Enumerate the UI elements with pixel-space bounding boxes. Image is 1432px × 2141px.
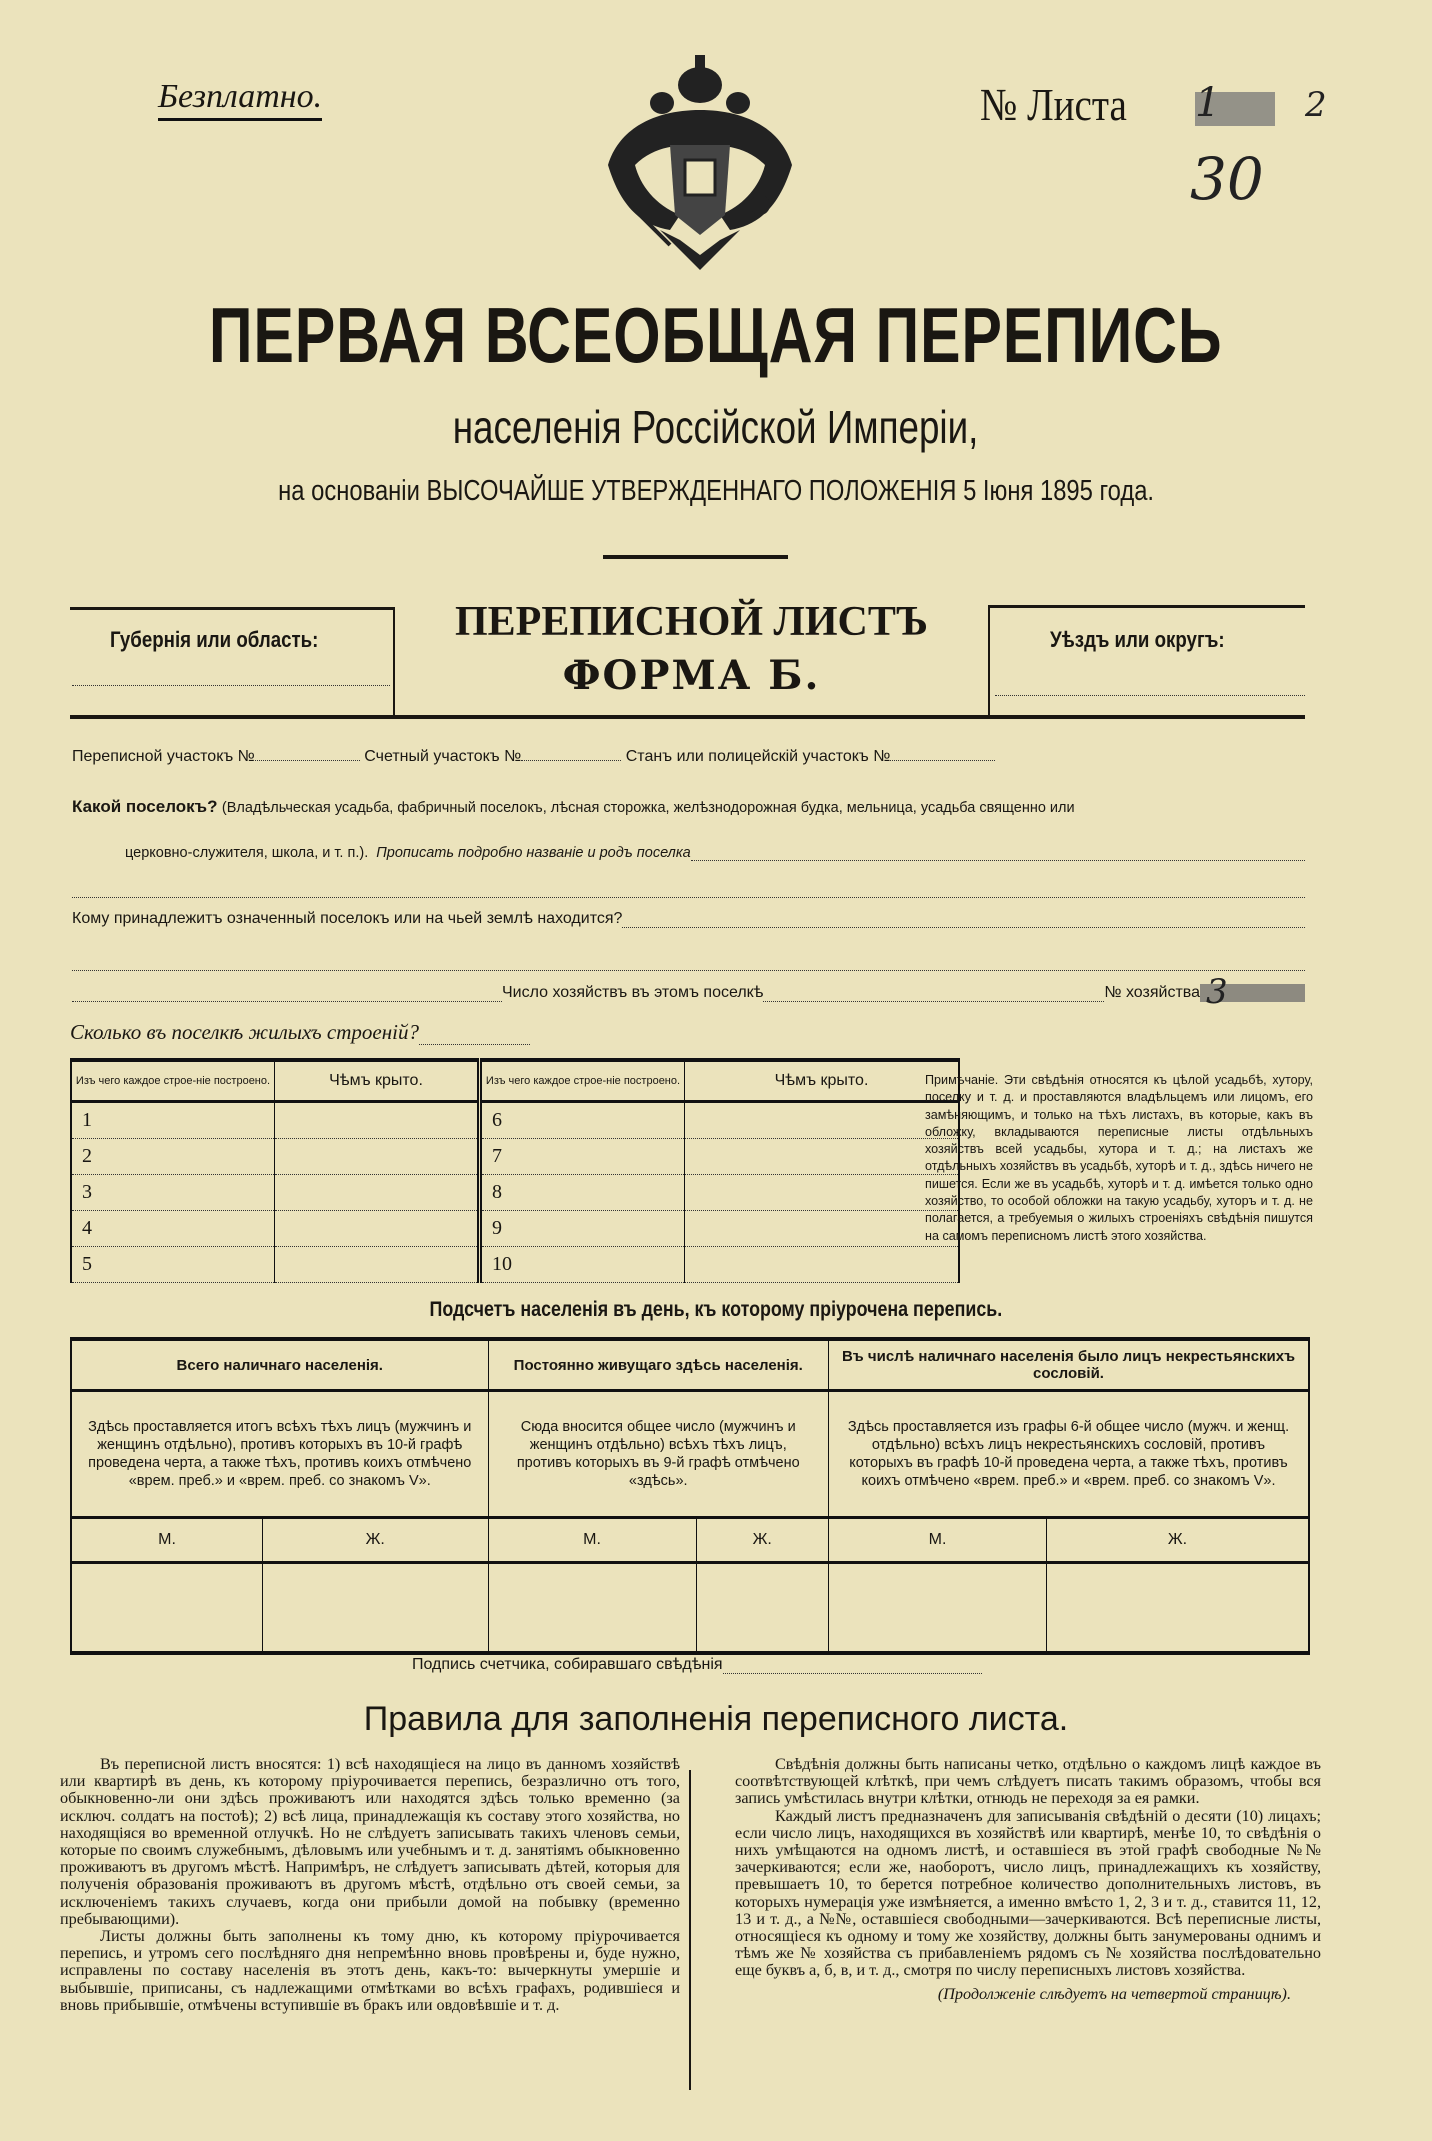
sheet-number-extra: 2: [1305, 85, 1327, 125]
roof-cell[interactable]: [685, 1247, 960, 1283]
female-header: Ж.: [1047, 1518, 1310, 1563]
divider: [990, 605, 1305, 608]
permanent-population-desc: Сюда вносится общее число (мужчинъ и женщинъ отдѣльно) всѣхъ тѣхъ лицъ, противъ которыхъ въ 9-й графѣ отмѣчено «здѣсь».: [488, 1391, 829, 1518]
divider: [70, 715, 1305, 719]
rules-paragraph: Каждый листъ предназначенъ для записыванія свѣдѣній о десяти (10) лицахъ; если число лицъ, находящихся въ хозяйствѣ или квартирѣ, менѣе 10, то свѣдѣнія о нихъ умѣщаются на одномъ листѣ, и оставшіеся въ этой графѣ свободные №№ зачеркиваются; если же, наоборотъ, число лицъ, принадлежащихъ къ хозяйству, превышаетъ 10, то берется потребное количество дополнительныхъ листовъ, въ которыхъ нумерація уже измѣняется, а именно вмѣсто 1, 2, 3 и т. д., ставится 11, 12, 13 и т. д., а №№, оставшіеся свободными—зачеркиваются. Всѣ переписные листы, относящіеся къ одному и тому же хозяйству, должны быть занумерованы однимъ и тѣмъ же № хозяйства съ прибавленіемъ рядомъ съ № хозяйства послѣдовательно еще буквъ а, б, в, и т. д., смотря по числу переписныхъ листовъ хозяйства.: [735, 1806, 1321, 1980]
population-table: [70, 1337, 1310, 1655]
roof-cell[interactable]: [275, 1175, 480, 1211]
province-field[interactable]: [72, 685, 390, 686]
row-number[interactable]: 1: [71, 1102, 275, 1139]
page-number-handwritten: 30: [1190, 145, 1264, 213]
free-label: Безплатно.: [158, 78, 322, 121]
note-text: Примѣчаніе. Эти свѣдѣнія относятся къ цѣлой усадьбѣ, хутору, поселку и т. д. и проставляются владѣльцемъ или лицомъ, его замѣняющимъ, и только на тѣхъ листахъ, въ которые, какъ въ обложку, вкладываются переписные листы отдѣльныхъ хозяйствъ всей усадьбы, хутора и т. д.; на листахъ же отдѣльныхъ хозяйствъ въ усадьбѣ, хуторѣ и т. д., здѣсь ничего не пишется. Если же въ усадьбѣ, хуторѣ и т. д. имѣется только одно хозяйство, то особой обложки на такую усадьбу, хуторъ и т. д. не полагается, а требуемыя о жилыхъ строеніяхъ свѣдѣнія пишутся на самомъ переписномъ листѣ этого хозяйства.: [925, 1073, 1313, 1243]
owner-field[interactable]: [622, 910, 1305, 928]
police-district-label: Станъ или полицейскій участокъ №: [625, 748, 891, 765]
settlement-hint-2: церковно-служителя, школа, и т. п.).: [125, 845, 369, 861]
district-label: Уѣздъ или округъ:: [1050, 627, 1225, 652]
column-divider: [689, 1770, 691, 2090]
roof-cell[interactable]: [275, 1211, 480, 1247]
male-header: М.: [71, 1518, 263, 1563]
page-subtitle: населенія Россійской Имперіи,: [453, 401, 979, 453]
census-district-label: Переписной участокъ №: [72, 748, 255, 765]
household-number-field[interactable]: [1200, 972, 1305, 1012]
permanent-female-field[interactable]: [696, 1563, 829, 1654]
settlement-row-2: [125, 845, 1305, 861]
col-material-header: Изъ чего каждое строе-ніе построено.: [71, 1060, 275, 1102]
total-male-field[interactable]: [71, 1563, 263, 1654]
rules-left-column: [60, 1756, 680, 2014]
divider: [988, 605, 990, 717]
roof-cell[interactable]: [685, 1139, 960, 1175]
roof-cell[interactable]: [685, 1175, 960, 1211]
households-row: [72, 972, 1305, 1012]
non-peasant-male-field[interactable]: [829, 1563, 1047, 1654]
settlement-hint: (Владѣльческая усадьба, фабричный поселокъ, лѣсная сторожка, желѣзнодорожная будка, мельница, усадьба священно или: [221, 800, 1075, 816]
total-female-field[interactable]: [263, 1563, 489, 1654]
census-district-field[interactable]: [255, 760, 360, 761]
col-material-header: Изъ чего каждое строе-ніе построено.: [480, 1060, 685, 1102]
female-header: Ж.: [696, 1518, 829, 1563]
buildings-question: Сколько въ поселкѣ жилыхъ строеній?: [70, 1020, 419, 1044]
table-row: [71, 1211, 959, 1247]
buildings-table: [70, 1058, 960, 1283]
divider: [70, 607, 395, 610]
row-number[interactable]: 4: [71, 1211, 275, 1247]
sheet-number-label: № Листа: [980, 79, 1127, 130]
imperial-eagle-emblem-icon: [600, 55, 800, 270]
divider: [603, 555, 788, 559]
permanent-population-header: Постоянно живущаго здѣсь населенія.: [488, 1339, 829, 1391]
household-number-value: 3: [1206, 972, 1228, 1012]
household-number-label: № хозяйства: [1104, 984, 1200, 1001]
signature-row: [412, 1656, 982, 1674]
non-peasant-desc: Здѣсь проставляется изъ графы 6-й общее число (мужч. и женщ. отдѣльно) всѣхъ лицъ некрестьянскихъ сословій, противъ которыхъ въ графѣ 10-й проведена черта, а также тѣхъ, противъ коихъ отмѣчено «врем. преб.» и «врем. преб. со знакомъ V».: [829, 1391, 1310, 1518]
settlement-field[interactable]: [691, 845, 1305, 861]
row-number[interactable]: 8: [480, 1175, 685, 1211]
page-title: ПЕРВАЯ ВСЕОБЩАЯ ПЕРЕПИСЬ: [209, 291, 1223, 379]
table-row: [71, 1102, 959, 1139]
permanent-male-field[interactable]: [488, 1563, 696, 1654]
roof-cell[interactable]: [275, 1247, 480, 1283]
non-peasant-female-field[interactable]: [1047, 1563, 1310, 1654]
male-header: М.: [488, 1518, 696, 1563]
owner-field-2[interactable]: [72, 970, 1305, 971]
row-number[interactable]: 6: [480, 1102, 685, 1139]
settlement-instruction: Прописать подробно названіе и родъ поселка: [376, 845, 691, 861]
signature-field[interactable]: [723, 1656, 982, 1674]
rules-paragraph: Въ переписной листъ вносятся: 1) всѣ находящіеся на лицо въ данномъ хозяйствѣ или квартирѣ въ день, къ которому пріурочивается перепись, безразлично отъ того, обыкновенно-ли они здѣсь проживаютъ или находятся здѣсь только временно (за исключ. солдатъ на постоѣ); 2) всѣ лица, принадлежащія къ составу этого хозяйства, но находящіяся во временной отлучкѣ. Но не слѣдуетъ записывать такихъ членовъ семьи, которые по своимъ служебнымъ, дѣловымъ или учебнымъ и т. д. занятіямъ обыкновенно проживаютъ въ другомъ мѣстѣ. Напримѣръ, не слѣдуетъ записывать дѣтей, которыя для полученія образованія проживаютъ въ другомъ мѣстѣ, отдѣльно отъ своей семьи, за исключеніемъ такихъ случаевъ, когда они прибыли домой на побывку (временно пребывающими).: [60, 1755, 680, 1928]
roof-cell[interactable]: [275, 1102, 480, 1139]
sheet-number-value: 1: [1195, 80, 1221, 126]
table-row: [71, 1175, 959, 1211]
counting-district-label: Счетный участокъ №: [364, 748, 522, 765]
col-roof-header: Чѣмъ крыто.: [275, 1060, 480, 1102]
police-district-field[interactable]: [890, 760, 995, 761]
table-row: [71, 1139, 959, 1175]
row-number[interactable]: 9: [480, 1211, 685, 1247]
col-roof-header: Чѣмъ крыто.: [685, 1060, 960, 1102]
rules-paragraph: Свѣдѣнія должны быть написаны четко, отдѣльно о каждомъ лицѣ каждое въ соотвѣтствующей клѣткѣ, при чемъ слѣдуетъ писать такимъ образомъ, чтобы вся запись умѣстилась внутри клѣтки, отнюдь не переходя за ея рамки.: [735, 1755, 1321, 1808]
legal-basis: на основаніи ВЫСОЧАЙШЕ УТВЕРЖДЕННАГО ПОЛОЖЕНІЯ 5 Іюня 1895 года.: [278, 475, 1154, 507]
households-count-label: Число хозяйствъ въ этомъ поселкѣ: [502, 984, 764, 1001]
settlement-field-2[interactable]: [72, 897, 1305, 898]
sheet-title: ПЕРЕПИСНОЙ ЛИСТЪ: [455, 599, 928, 645]
row-number[interactable]: 2: [71, 1139, 275, 1175]
row-number[interactable]: 3: [71, 1175, 275, 1211]
owner-row: [72, 910, 1305, 928]
signature-label: Подпись счетчика, собиравшаго свѣдѣнія: [412, 1656, 723, 1673]
non-peasant-header: Въ числѣ наличнаго населенія было лицъ некрестьянскихъ сословій.: [829, 1339, 1310, 1391]
roof-cell[interactable]: [685, 1211, 960, 1247]
district-field[interactable]: [995, 695, 1305, 696]
census-district-row: [72, 748, 995, 766]
male-header: М.: [829, 1518, 1047, 1563]
rules-heading: Правила для заполненія переписного листа.: [363, 1700, 1069, 1738]
rules-paragraph: Листы должны быть заполнены къ тому дню, къ которому пріурочивается перепись, и утромъ сего послѣдняго дня непремѣнно вновь провѣрены и, буде нужно, исправлены по составу населенія въ этотъ день, какъ-то: вычеркнуты умершіе и выбывшіе, приписаны, съ надлежащими отмѣтками во всѣхъ графахъ, родившіеся и вновь прибывшіе, отмѣчены вступившіе въ бракъ или овдовѣвшіе и т. д.: [60, 1927, 680, 2014]
total-population-desc: Здѣсь проставляется итогъ всѣхъ тѣхъ лицъ (мужчинъ и женщинъ отдѣльно), противъ которыхъ въ 10-й графѣ проведена черта, а также тѣхъ, противъ коихъ отмѣчено «врем. преб.» и «врем. преб. со знакомъ V».: [71, 1391, 488, 1518]
table-row: [71, 1247, 959, 1283]
households-count-field[interactable]: [763, 984, 1104, 1002]
buildings-row: [70, 1020, 530, 1045]
roof-cell[interactable]: [275, 1139, 480, 1175]
settlement-question: Какой поселокъ?: [72, 797, 218, 816]
row-number[interactable]: 10: [480, 1247, 685, 1283]
female-header: Ж.: [263, 1518, 489, 1563]
settlement-row: [72, 797, 1075, 817]
total-population-header: Всего наличнаго населенія.: [71, 1339, 488, 1391]
owner-question: Кому принадлежитъ означенный поселокъ или на чьей землѣ находится?: [72, 910, 623, 927]
row-number[interactable]: 7: [480, 1139, 685, 1175]
continued-note: (Продолженіе слѣдуетъ на четвертой страницѣ).: [937, 1984, 1291, 2003]
roof-cell[interactable]: [685, 1102, 960, 1139]
households-blank[interactable]: [72, 984, 502, 1002]
province-label: Губернія или область:: [110, 627, 319, 652]
population-heading: Подсчетъ населенія въ день, къ которому пріурочена перепись.: [429, 1298, 1003, 1321]
row-number[interactable]: 5: [71, 1247, 275, 1283]
buildings-field[interactable]: [419, 1020, 530, 1045]
form-title: ФОРМА Б.: [562, 652, 821, 699]
counting-district-field[interactable]: [521, 760, 621, 761]
rules-right-column: [735, 1756, 1321, 2003]
